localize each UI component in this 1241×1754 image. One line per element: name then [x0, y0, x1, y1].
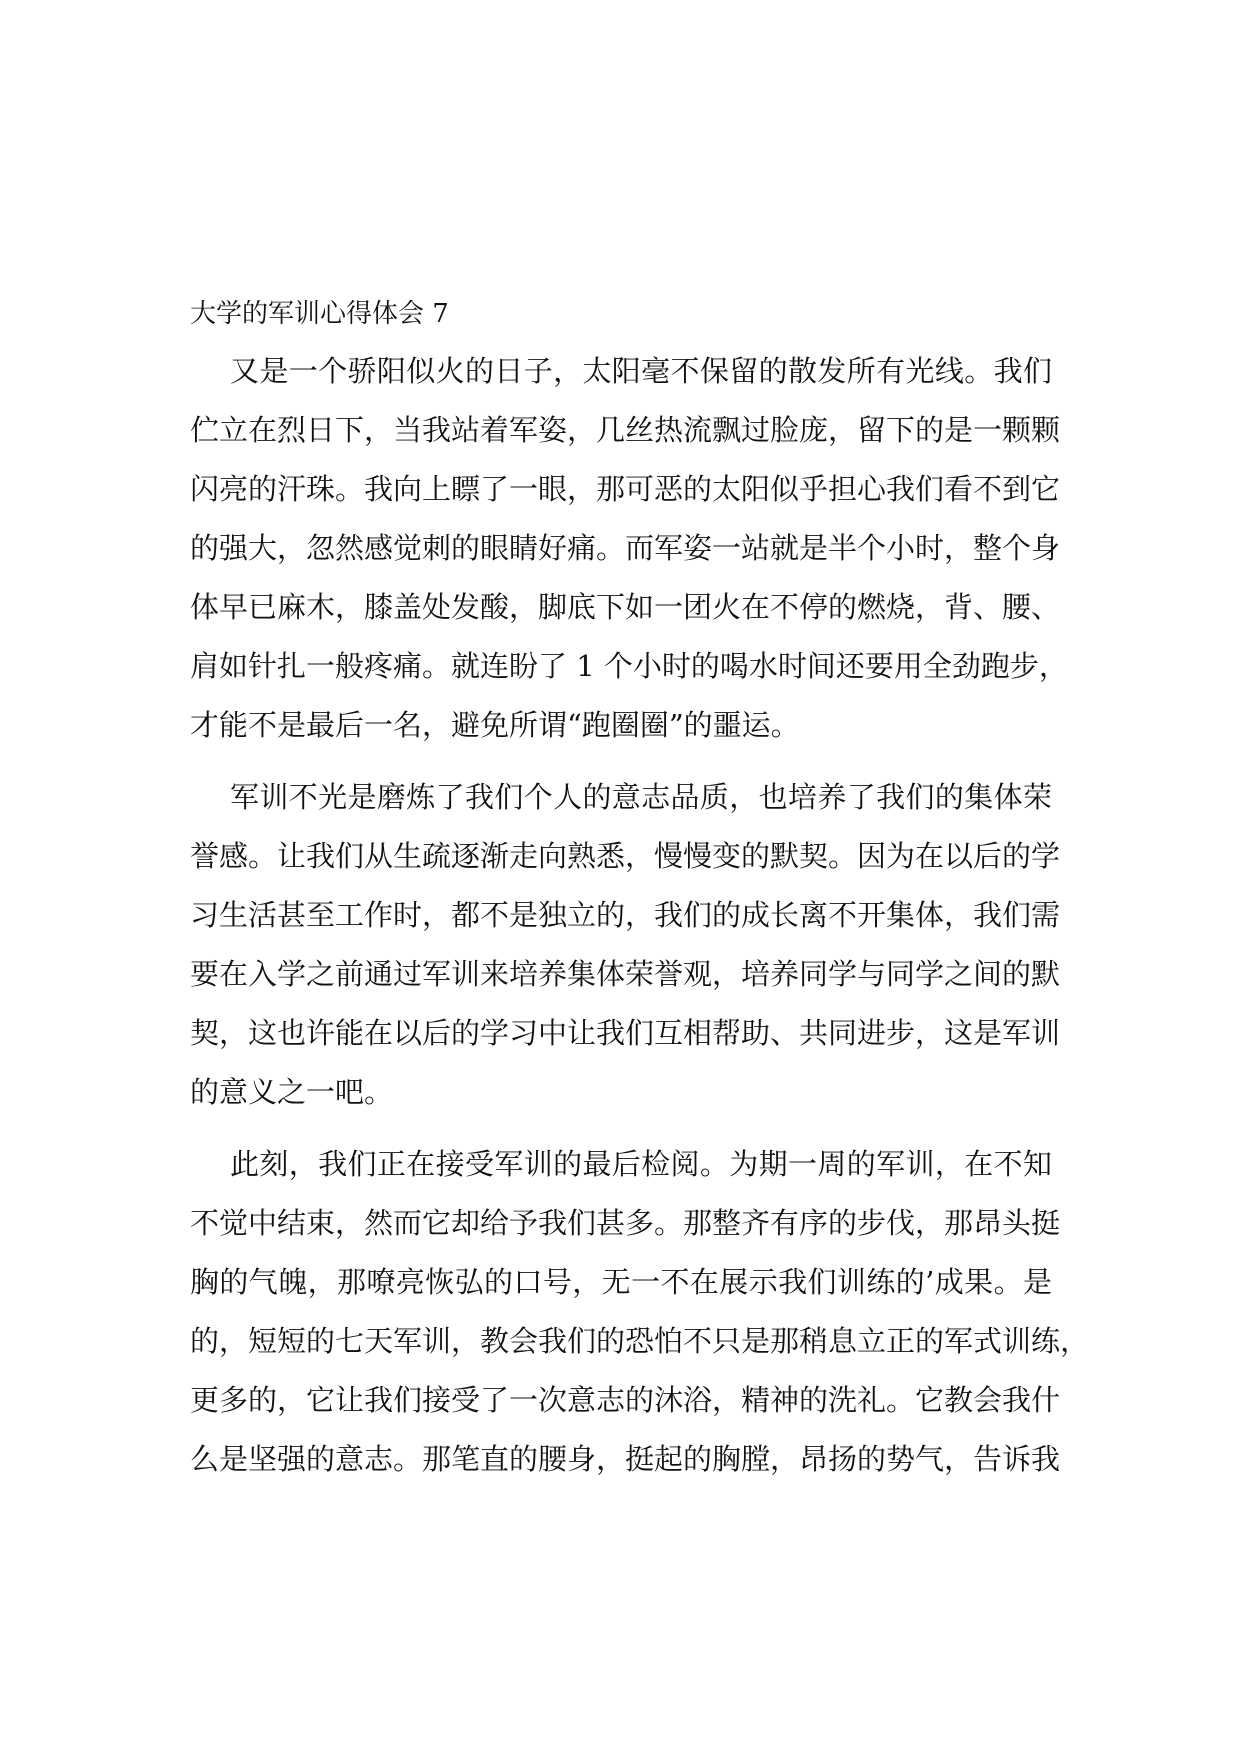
paragraph-1-line-6: 肩如针扎一般疼痛。就连盼了 1 个小时的喝水时间还要用全劲跑步， — [190, 649, 1068, 683]
paragraph-2-line-6: 的意义之一吧。 — [190, 1075, 394, 1109]
document-title: 大学的军训心得体会 7 — [190, 299, 449, 329]
paragraph-1-line-3: 闪亮的汗珠。我向上瞟了一眼，那可恶的太阳似乎担心我们看不到它 — [190, 472, 1061, 506]
paragraph-3-line-6: 么是坚强的意志。那笔直的腰身，挺起的胸膛，昂扬的势气，告诉我 — [190, 1442, 1061, 1476]
paragraph-1-line-5: 体早已麻木，膝盖处发酸，脚底下如一团火在不停的燃烧，背、腰、 — [190, 590, 1061, 624]
paragraph-3-line-4: 的，短短的七天军训，教会我们的恐怕不只是那稍息立正的军式训练， — [190, 1324, 1090, 1358]
paragraph-2-line-4: 要在入学之前通过军训来培养集体荣誉观，培养同学与同学之间的默 — [190, 957, 1061, 991]
paragraph-3-line-3: 胸的气魄，那嘹亮恢弘的口号，无一不在展示我们训练的’成果。是 — [190, 1265, 1052, 1299]
paragraph-1-line-2: 伫立在烈日下，当我站着军姿，几丝热流飘过脸庞，留下的是一颗颗 — [190, 413, 1061, 447]
paragraph-3-line-2: 不觉中结束，然而它却给予我们甚多。那整齐有序的步伐，那昂头挺 — [190, 1206, 1061, 1240]
paragraph-1-line-1: 又是一个骄阳似火的日子，太阳毫不保留的散发所有光线。我们 — [230, 354, 1052, 388]
paragraph-1-line-7: 才能不是最后一名，避免所谓“跑圈圈”的噩运。 — [190, 708, 800, 742]
paragraph-3-line-5: 更多的，它让我们接受了一次意志的沐浴，精神的洗礼。它教会我什 — [190, 1383, 1061, 1417]
paragraph-1-line-4: 的强大，忽然感觉刺的眼睛好痛。而军姿一站就是半个小时，整个身 — [190, 531, 1061, 565]
paragraph-2-line-3: 习生活甚至工作时，都不是独立的，我们的成长离不开集体，我们需 — [190, 898, 1061, 932]
paragraph-2-line-1: 军训不光是磨炼了我们个人的意志品质，也培养了我们的集体荣 — [230, 780, 1052, 814]
paragraph-2-line-5: 契，这也许能在以后的学习中让我们互相帮助、共同进步，这是军训 — [190, 1016, 1061, 1050]
paragraph-2-line-2: 誉感。让我们从生疏逐渐走向熟悉，慢慢变的默契。因为在以后的学 — [190, 839, 1061, 873]
paragraph-3-line-1: 此刻，我们正在接受军训的最后检阅。为期一周的军训，在不知 — [230, 1147, 1052, 1181]
